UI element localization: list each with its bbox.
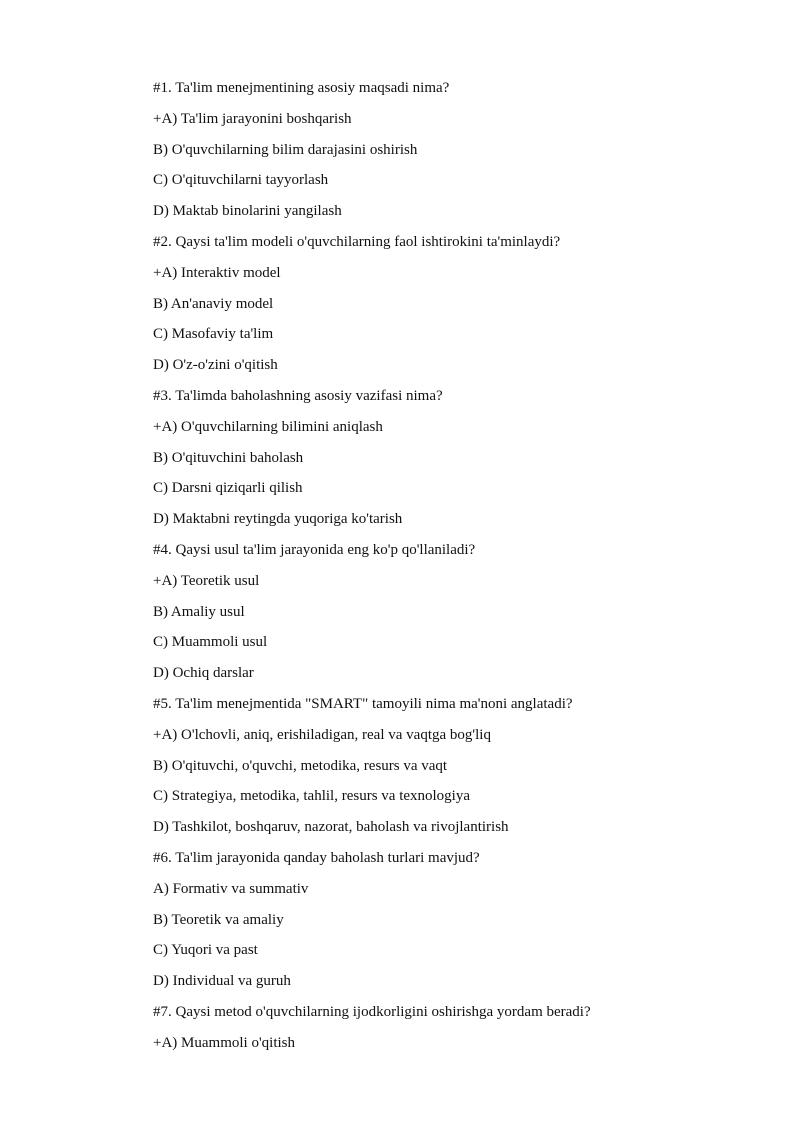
answer-option: C) Darsni qiziqarli qilish	[153, 480, 303, 497]
answer-option: D) Maktabni reytingda yuqoriga ko'tarish	[153, 511, 403, 528]
answer-option: D) O'z-o'zini o'qitish	[153, 357, 278, 374]
question-text: #4. Qaysi usul ta'lim jarayonida eng ko'p qo'llaniladi?	[153, 541, 476, 558]
answer-option: D) Individual va guruh	[153, 973, 291, 990]
question-list	[153, 73, 753, 1059]
answer-option: B) O'qituvchi, o'quvchi, metodika, resurs va vaqt	[153, 757, 448, 774]
answer-option: B) Amaliy usul	[153, 603, 245, 620]
answer-option: B) Teoretik va amaliy	[153, 911, 284, 928]
answer-option: C) Yuqori va past	[153, 942, 258, 959]
answer-option: +A) Ta'lim jarayonini boshqarish	[153, 110, 352, 127]
answer-option: A) Formativ va summativ	[153, 880, 309, 897]
answer-option: C) Masofaviy ta'lim	[153, 326, 274, 343]
answer-option: B) O'qituvchini baholash	[153, 449, 304, 466]
question-text: #1. Ta'lim menejmentining asosiy maqsadi nima?	[153, 80, 450, 96]
answer-option: +A) O'lchovli, aniq, erishiladigan, real va vaqtga bog'liq	[153, 726, 491, 743]
answer-option: C) Muammoli usul	[153, 634, 268, 651]
answer-option: D) Ochiq darslar	[153, 665, 254, 682]
answer-option: C) O'qituvchilarni tayyorlash	[153, 172, 329, 189]
question-text: #7. Qaysi metod o'quvchilarning ijodkorligini oshirishga yordam beradi?	[153, 1003, 591, 1020]
answer-option: +A) O'quvchilarning bilimini aniqlash	[153, 418, 383, 435]
question-text: #6. Ta'lim jarayonida qanday baholash turlari mavjud?	[153, 849, 480, 866]
answer-option: +A) Teoretik usul	[153, 572, 260, 589]
answer-option: D) Maktab binolarini yangilash	[153, 203, 342, 220]
answer-option: B) An'anaviy model	[153, 295, 274, 312]
question-text: #5. Ta'lim menejmentida "SMART" tamoyili nima ma'noni anglatadi?	[153, 695, 573, 712]
answer-option: D) Tashkilot, boshqaruv, nazorat, baholash va rivojlantirish	[153, 819, 509, 836]
answer-option: +A) Muammoli o'qitish	[153, 1034, 295, 1051]
answer-option: B) O'quvchilarning bilim darajasini oshirish	[153, 141, 418, 158]
answer-option: C) Strategiya, metodika, tahlil, resurs va texnologiya	[153, 788, 471, 805]
answer-option: +A) Interaktiv model	[153, 264, 281, 281]
question-text: #2. Qaysi ta'lim modeli o'quvchilarning faol ishtirokini ta'minlaydi?	[153, 233, 561, 250]
question-text: #3. Ta'limda baholashning asosiy vazifasi nima?	[153, 387, 443, 404]
